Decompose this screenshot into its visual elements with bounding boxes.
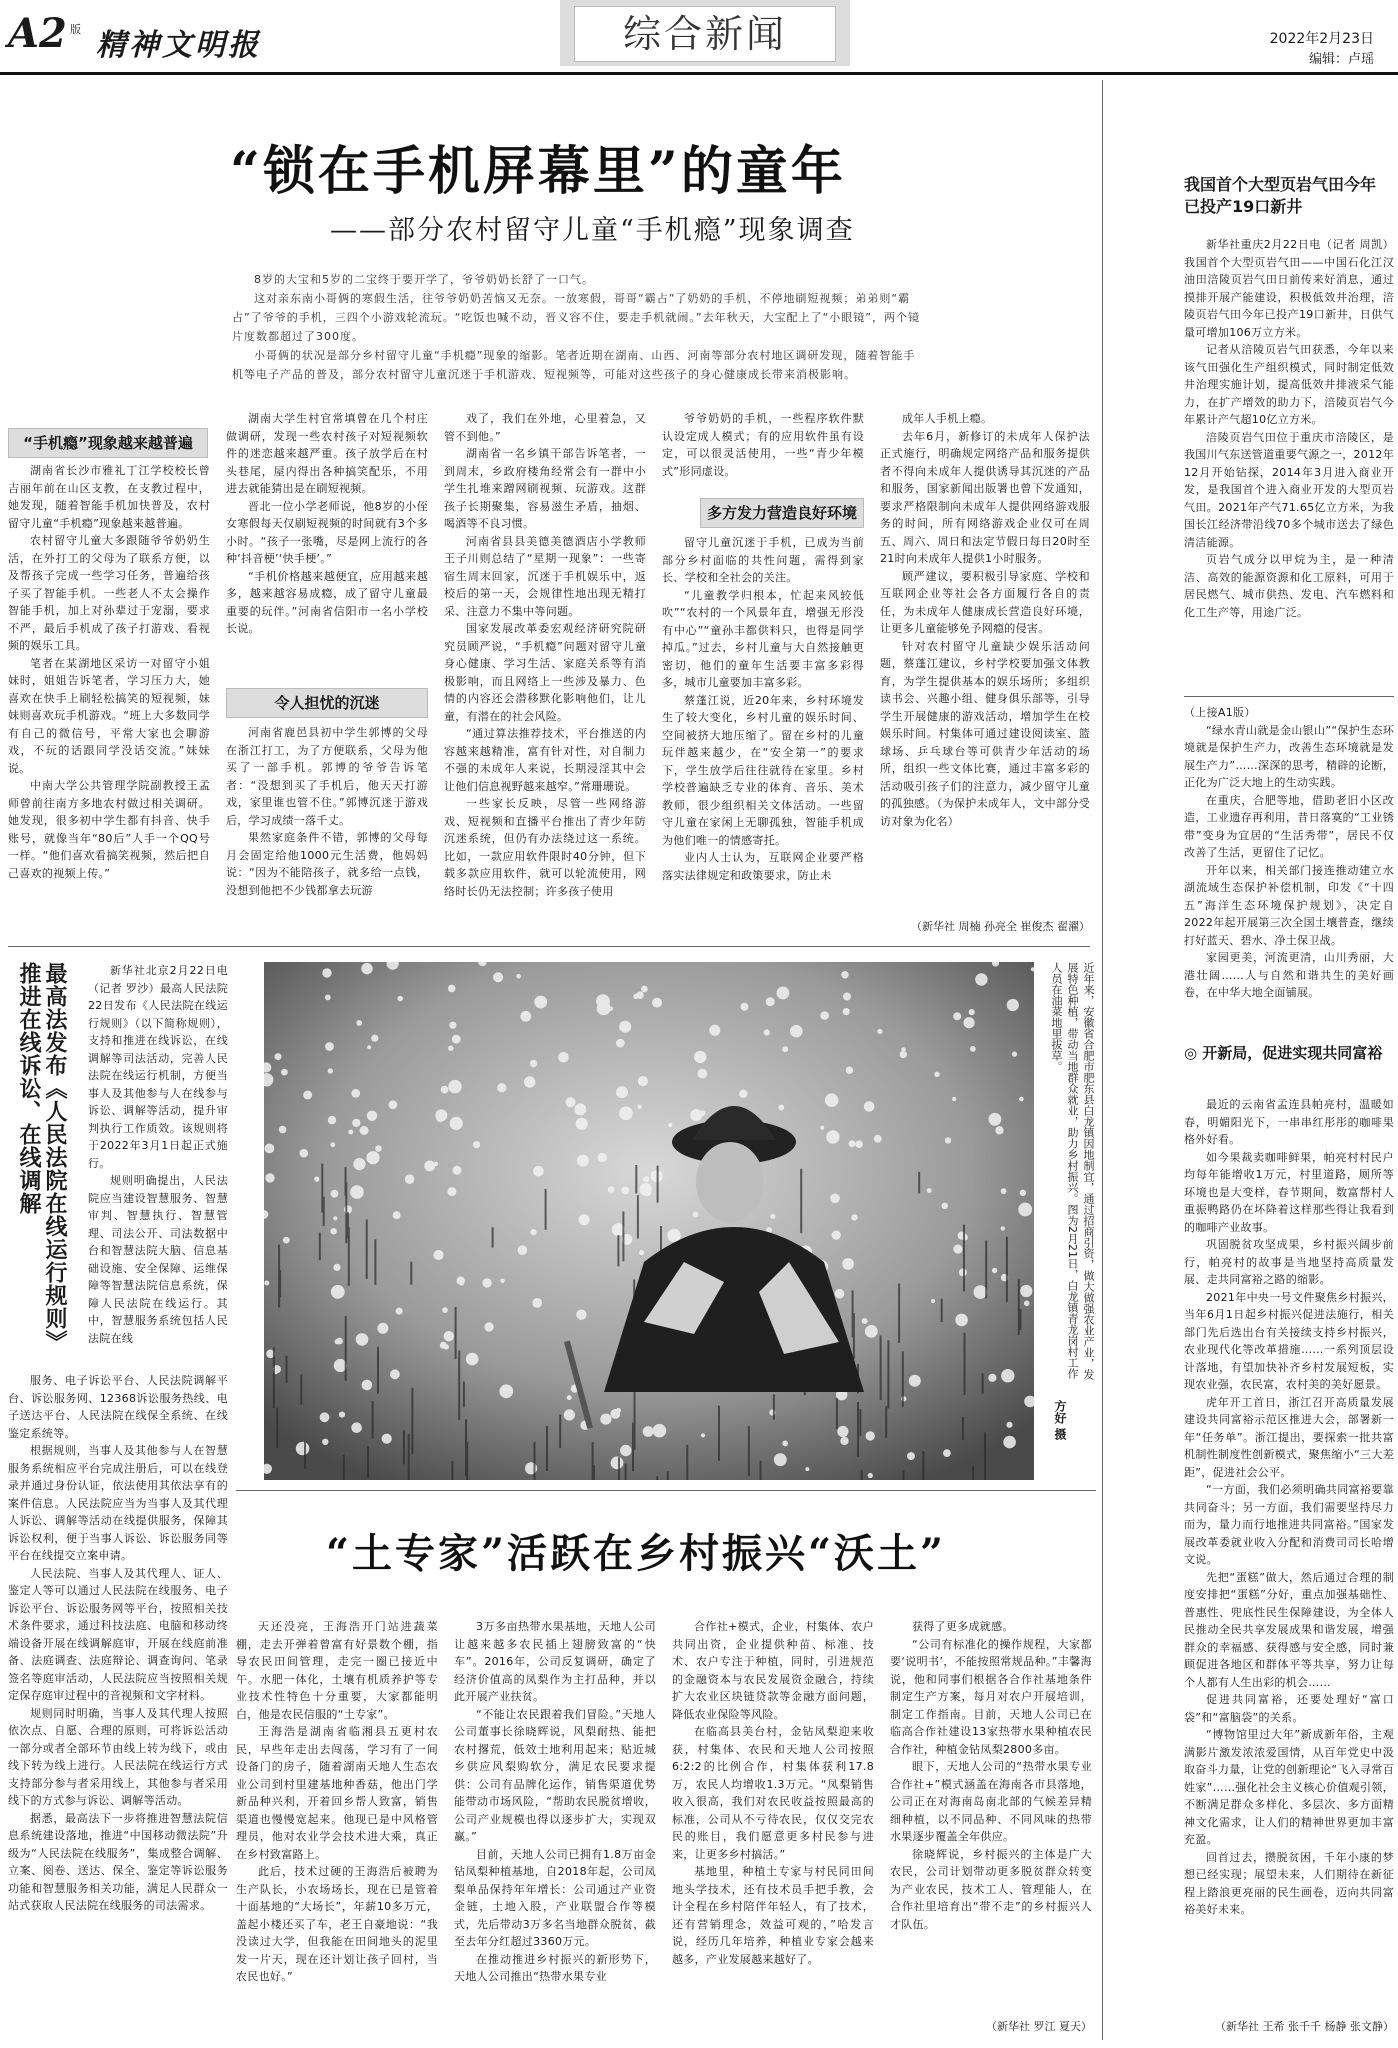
- paragraph: “公司有标准化的操作规程，大家都要‘说明书’，不能按照常规品种。”丰馨海说，他和同事们根据各合作社基地条件制定生产方案，每月对农户开展培训，制定工作指南。目前，天地人公司已在临高合作社建设13家热带水果种植农民合作社，种植金钻凤梨2800多亩。: [890, 1637, 1092, 1756]
- lead-intro: [232, 270, 922, 384]
- paragraph: 蔡蓬江说，近20年来，乡村环境发生了较大变化，乡村儿童的娱乐时间、空间被挤大地压缩了。留在乡村的儿童玩伴越来越少，在“安全第一”的要求下，学生放学后往往就待在家里。乡村学校普遍缺乏专业的体育、音乐、美术教师，很少组织相关文体活动。一些留守儿童在家闲上无聊孤独，智能手机成为他们唯一的情感寄托。: [662, 693, 864, 847]
- paragraph: 根据规则，当事人及其他参与人在智慧服务系统相应平台完成注册后，可以在线登录并通过身份认证，依法使用其依法享有的案件信息。人民法院应当为当事人及其代理人诉讼、调解等活动在线提供服务，保障其诉讼权利，便于当事人诉讼、诉讼服务同等平台在线提交立案申请。: [8, 1444, 228, 1562]
- issue-date: 2022年2月23日: [1269, 31, 1374, 47]
- court-column-top: [88, 962, 228, 1362]
- paragraph: “一方面，我们必须明确共同富裕要靠共同奋斗；另一方面，我们需要坚持尽力而为，量力而行地推进共同富裕。”国家发展改革委就业收入分配和消费司司长哈增文说。: [1184, 1483, 1394, 1566]
- paragraph: 目前，天地人公司已拥有1.8万亩金钻凤梨种植基地，自2018年起，公司凤梨单品保持年年增长：公司通过产业资金链，土地入股，产业联盟合作等模式，先后带动3万多名当地群众脱贫，截至去年分红超过3360万元。: [454, 1847, 656, 1948]
- gas-article: [1184, 236, 1394, 676]
- paragraph: 最近的云南省孟连县帕亮村，温暖如春，明媚阳光下，一串串红彤彤的咖啡果格外好看。: [1184, 1098, 1394, 1146]
- paragraph: 在重庆，合肥等地，借助老旧小区改造，工业遗存再利用，昔日落寞的“工业锈带”变身为宜居的“生活秀带”，居民不仅改善了生活，更留住了记忆。: [1184, 793, 1394, 859]
- continued-text: [1184, 722, 1394, 1002]
- paragraph: 在临高县美台村，金钻凤梨迎来收获，村集体、农民和天地人公司按照6:2:2的比例合作，村集体获利17.8万，农民人均增收1.3万元。“凤梨销售收入很高，我们对农民收益按照最高的标准，公司从不亏待农民，仅仅交完农民的账目，我们愿意更多村民参与进来，让更多乡村搞活。”: [672, 1725, 874, 1861]
- paragraph: “不能让农民跟着我们冒险。”天地人公司董事长徐晓辉说，风梨耐热、能把农村撂荒，低效土地利用起来；贴近城乡供应风梨购软分，满足农民要求提供：公司有品牌化运作，销售渠道优势能带动市场风险，“帮助农民脱贫增收，公司产业规模也得以逐步扩大，实现双赢。”: [454, 1707, 656, 1843]
- paragraph: 页岩气成分以甲烷为主，是一种清洁、高效的能源资源和化工原料，可用于居民燃气、城市供热、发电、汽车燃料和化工生产等，用途广泛。: [1184, 553, 1394, 619]
- paragraph: 促进共同富裕，还要处理好“富口袋”和“富脑袋”的关系。: [1184, 1693, 1394, 1724]
- paragraph: 回首过去，攒脱贫困，千年小康的梦想已经实现；展望未来，人们期待在新征程上踏浪更亮丽的民生画卷，迈向共同富裕美好未来。: [1184, 1850, 1394, 1916]
- paragraph: 业内人士认为，互联网企业要严格落实法律规定和政策要求，防止未: [662, 851, 864, 882]
- common-prosperity-text: [1184, 1096, 1394, 2016]
- paragraph: 服务、电子诉讼平台、人民法院调解平台、诉讼服务网、12368诉讼服务热线、电子送达平台、人民法院在线保全系统、在线鉴定系统等。: [8, 1374, 228, 1440]
- paragraph: 笔者在某湖地区采访一对留守小姐妹时，姐姐告诉笔者，学习压力大，她喜欢在快手上刷轻松搞笑的短视频，妹妹则喜欢玩手机游戏。“班上大多数同学有自己的微信号，平常大家也会聊游戏，不玩的话跟同学没话交流。”妹妹说。: [8, 656, 210, 775]
- lead-column-5: [880, 410, 1090, 915]
- experts-column-1: [236, 1618, 438, 2038]
- lead-column-1: [8, 462, 210, 934]
- paragraph: 顾严建议，要积极引导家庭、学校和互联网企业等社会各方面履行各自的责任，为未成年人健康成长营造良好环境，让更多儿童能够免予网瘾的侵害。: [880, 569, 1090, 635]
- paragraph: 此后，技术过硬的王海浩后被聘为生产队长，小农场场长，现在已是管着十面基地的“大场长”，年薪10多万元，盖起小楼还买了车，老王自豪地说：“我没读过大学，但我能在田间地头的泥里发一片天，现在还计划让孩子回村，当农民也好。”: [236, 1865, 438, 1983]
- edition-label: 版: [70, 23, 81, 36]
- photo-caption: 近年来，安徽省合肥市肥东县白龙镇因地制宜，通过招商引资，做大做强农业产业，发展特色种植，带动当地群众就业，助力乡村振兴。图为2月21日，白龙镇青龙岗村工作人员在油菜地里拔草。: [1050, 962, 1095, 1380]
- lead-headline: “锁在手机屏幕里”的童年: [230, 141, 846, 202]
- paragraph: 去年6月，新修订的未成年人保护法正式施行，明确规定网络产品和服务提供者不得向未成年人提供诱导其沉迷的产品和服务，国家新闻出版署也曾下发通知，要求严格限制向未成年人提供网络游戏服务的时间，所有网络游戏企业仅可在周五、周六、周日和法定节假日每日20时至21时向未成年人提供1小时服务。: [880, 429, 1090, 565]
- masthead: [0, 0, 1398, 78]
- paragraph: 果然家庭条件不错，郭博的父母每月会固定给他1000元生活费，他妈妈说：“因为不能陪孩子，就多给一点钱，没想到他把不少钱都拿去玩游: [226, 831, 428, 897]
- paragraph: “博物馆里过大年”新成新年俗，主观满影片激发浓浓爱国情，从百年党史中汲取奋斗力量，让党的创新理论“飞入寻常百姓家”……强化社会主义核心价值观引领，不断满足群众多样化、多层次、多方面精神文化需求，让人们的精神世界更加丰富充盈。: [1184, 1728, 1394, 1846]
- lead-column-4a: [662, 410, 864, 490]
- paragraph: 留守儿童沉迷于手机，已成为当前部分乡村面临的共性问题，需得到家长、学校和全社会的关注。: [662, 536, 864, 584]
- paragraph: 2021年中央一号文件聚焦乡村振兴，当年6月1日起乡村振兴促进法施行，相关部门先后选出台有关接续支持乡村振兴，农业现代化等改革措施……一系列顶层设计落地，有望加快补齐乡村发展短板，实现农业强，农民富，农村美的美好愿景。: [1184, 1290, 1394, 1391]
- court-headline: 最高法发布《人民法院在线运行规则》 推进在线诉讼、在线调解: [16, 962, 68, 1353]
- paragraph: 王海浩是湖南省临湘县五更村农民，早些年走出去闯荡，学习有了一间设备门的房子，随着湖南天地人生态农业公司到村里建基地种香菇，他出门学新品种兴利，开着回乡帮人致富，销售渠道也慢慢宽起来。他现已是中风格管理员，他对农业学会技术进大乘，真正在乡村致富路上。: [236, 1725, 438, 1861]
- lead-byline: （新华社 周楠 孙亮全 崔俊杰 翟濯）: [911, 920, 1090, 933]
- paragraph: “通过算法推荐技术，平台推送的内容越来越精准，富有针对性，对自制力不强的未成年人来说，长期浸淫其中会让他们信息视野越来越窄。”常珊珊说。: [444, 727, 646, 793]
- paragraph: 针对农村留守儿童缺少娱乐活动问题，蔡蓬江建议，乡村学校要加强文体教育，为学生提供基本的娱乐场所；多组织读书会、兴趣小组、健身俱乐部等，引导学生开展健康的游戏活动，增加学生在校娱乐时间。村集体可通过建设阅读室、篮球场、乒乓球台等可供青少年活动的场所，组织一些文体比赛，通过丰富多彩的活动吸引孩子们的注意力，减少留守儿童的孤独感。（为保护未成年人，文中部分受访对象为化名）: [880, 639, 1090, 828]
- paragraph: 规则同时明确，当事人及其代理人按照依次点、自愿、合理的原则，可将诉讼活动一部分或者全部环节由线上转为线下，或由线下转为线上进行。人民法院在线运行方式支持部分参与者采用线上，其他参与者采用线下的方式参与诉讼、调解等活动。: [8, 1706, 228, 1807]
- paragraph: 新华社重庆2月22日电（记者 周凯）我国首个大型页岩气田——中国石化江汉油田涪陵页岩气田日前传来好消息，通过摸排开展产能建设，积极低效井治理，涪陵页岩气田今年已投产19口新井，日供气量可增加106万立方米。: [1184, 238, 1394, 339]
- paragraph: “手机价格越来越便宜，应用越来越多，越来越容易成瘾，成了留守儿童最重要的玩伴。”河南省信阳市一名小学校长说。: [226, 569, 428, 635]
- rapeseed-photo: [264, 962, 1034, 1480]
- lead-column-3: [444, 410, 646, 934]
- paragraph: 3万多亩热带水果基地，天地人公司让越来越多农民插上翅膀致富的“快车”。2016年，公司反复调研，确定了经济价值高的凤梨作为主打品种，并以此开展产业扶贫。: [454, 1620, 656, 1703]
- paragraph: 合作社+模式，企业，村集体、农户共同出资，企业提供种苗、标准、技术、农户专注于种植，同时，引进规范的金融资本与农民发展资金融合，持续扩大农业区块链贷款等金融方面问题，降低农业保险等风险。: [672, 1620, 874, 1721]
- paragraph: 巩固脱贫攻坚成果，乡村振兴阔步前行，帕亮村的故事是当地坚持高质量发展、走共同富裕之路的缩影。: [1184, 1238, 1394, 1286]
- paragraph: “儿童教学归根本，忙起来风较低吹”“农村的一个风景年直，增强无形没有中心”“童孙丰都供料只，也得是同学掉瓜。”过去，乡村儿童与大自然接触更密切，他们的童年生活要丰富多彩得多，城市儿童要加丰富多彩。: [662, 588, 864, 689]
- paragraph: 人民法院、当事人及其代理人、证人、鉴定人等可以通过人民法院在线服务、电子诉讼平台、诉讼服务网等平台，按照相关技术条件要求，通过科技法庭、电脑和移动终端设备开展在线调解庭审，开展在线庭前准备、法庭调查、法庭辩论、调查询问、笔录签名等庭审活动，人民法院应当按照相关规定保存庭审过程中的音视频和文字材料。: [8, 1566, 228, 1702]
- paragraph: 眼下，天地人公司的“热带水果专业合作社+”模式涵盖在海南各市县落地，公司正在对海南岛南北部的气候差异精细种植，以不同品种、不同风味的热带水果逐步覆盖全年供应。: [890, 1760, 1092, 1843]
- paragraph: 徐晓辉说，乡村振兴的主体是广大农民，公司计划带动更多脱贫群众转变为产业农民，技术工人、管理能人，在合作社里培育出“带不走”的乡村振兴人才队伍。: [890, 1847, 1092, 1931]
- experts-byline: （新华社 罗江 夏天）: [986, 2020, 1092, 2033]
- paragraph: 规则明确提出，人民法院应当建设智慧服务、智慧审判、智慧执行、智慧管理、司法公开、司法数据中台和智慧法院大脑、信息基础设施、安全保障、运维保障等智慧法院信息系统，保障人民法院在线运行。其中，智慧服务系统包括人民法院在线: [88, 1174, 228, 1345]
- paragraph: 获得了更多成就感。: [912, 1620, 1014, 1633]
- lead-subheadline: ——部分农村留守儿童“手机瘾”现象调查: [330, 215, 855, 246]
- court-column-bottom: [8, 1372, 228, 2040]
- paragraph: 中南大学公共管理学院副教授王孟师曾前往南方多地农村做过相关调研。她发现，很多初中学生都有抖音、快手账号，就像当年“80后”人手一个QQ号一样。“他们喜欢看搞笑视频，然后把自己喜欢的视频上传。”: [8, 779, 210, 880]
- lead-column-2a: [226, 410, 428, 684]
- newspaper-logo: 精神文明报: [96, 28, 261, 63]
- experts-column-4: [890, 1618, 1092, 2018]
- experts-column-2: [454, 1618, 656, 2038]
- paragraph: 爷爷奶奶的手机，一些程序软件默认设定成人模式；有的应用软件虽有设定，可以很灵活使用，一些“青少年模式”形同虚设。: [662, 412, 864, 478]
- page-number: A2: [8, 10, 67, 57]
- right-byline: （新华社 王希 张千千 杨静 张文静）: [1215, 2020, 1394, 2033]
- divider-photo: [236, 1490, 1096, 1491]
- paragraph: 记者从涪陵页岩气田获悉，今年以来该气田强化生产组织模式，同时制定低效井治理实施计划，提高低效井排液采气能力，在扩产增效的助力下，涪陵页岩气今年累计产气超10亿立方米。: [1184, 343, 1394, 426]
- lead-subhead-2: 令人担忧的沉迷: [226, 688, 428, 718]
- paragraph: 基地里，种植土专家与村民同田间地头学技术，还有技术员手把手教，会计全程在乡村陪伴年轻人，有了技术，还有营销理念，效益可观的，”哈发言说，经历几年培养，种植业专家会越来越多，产业发展越来越好了。: [672, 1865, 874, 1966]
- paragraph: 开年以来，相关部门接连推动建立水湖流域生态保护补偿机制，印发《“十四五”海洋生态环境保护规划》，决定自2022年起开展第三次全国土壤普查，继续打好蓝天、碧水、净土保卫战。: [1184, 863, 1394, 947]
- lead-column-2b: [226, 724, 428, 934]
- photo-credit: 方好 摄: [1053, 1400, 1067, 1441]
- paragraph: 涪陵页岩气田位于重庆市涪陵区，是我国川气东送管道重要气源之一，2012年12月开始钻探，2014年3月进入商业开发，是我国首个进入商业开发的大型页岩气田。2021年产气71.65亿立方米，为我国长江经济带沿线70多个城市送去了绿色清洁能源。: [1184, 430, 1394, 549]
- experts-column-3: [672, 1618, 874, 2038]
- paragraph: 在推动推进乡村振兴的新形势下，天地人公司推出“热带水果专业: [454, 1952, 656, 1983]
- paragraph: 虎年开工首日，浙江召开高质量发展建设共同富裕示范区推进大会，部署新一年“任务单”。浙江提出，要探索一批共富机制性制度性创新模式，聚焦缩小“三大差距”，促进社会公平。: [1184, 1395, 1394, 1479]
- divider-right-1: [1184, 696, 1394, 697]
- paragraph: 河南省鹿邑县初中学生郭博的父母在浙江打工，为了方便联系，父母为他买了一部手机。郭博的爷爷告诉笔者：“没想到买了手机后，他天天打游戏，家里谁也管不住。”郭博沉迷于游戏后，学习成绩一落千丈。: [226, 726, 428, 827]
- lead-intro-p3: 小哥俩的状况是部分乡村留守儿童“手机瘾”现象的缩影。笔者近期在湖南、山西、河南等部分农村地区调研发现，随着智能手机等电子产品的普及，部分农村留守儿童沉迷于手机游戏、短视频等，可能对这些孩子的身心健康成长带来消极影响。: [232, 349, 916, 381]
- section-title: 综合新闻: [574, 6, 836, 62]
- paragraph: 晋北一位小学老师说，他8岁的小侄女寒假每天仅刷短视频的时间就有3个多小时。“孩子一张嘴，尽是网上流行的各种‘抖音梗’‘快手梗’。”: [226, 499, 428, 565]
- experts-headline: “土专家”活跃在乡村振兴“沃土”: [326, 1530, 947, 1577]
- continued-article: [1184, 704, 1394, 1042]
- lead-column-4b: [662, 534, 864, 934]
- paragraph: “绿水青山就是金山银山”“保护生态环境就是保护生产力，改善生态环境就是发展生产力”……深深的思考，精辟的论断，正化为广泛大地上的生动实践。: [1184, 723, 1394, 789]
- lead-subhead-3: 多方发力营造良好环境: [700, 498, 864, 528]
- right-column-rule: [1102, 80, 1103, 2040]
- paragraph: 农村留守儿童大多跟随爷爷奶奶生活，在外打工的父母为了联系方便，以及帮孩子完成一些学习任务，普遍给孩子买了智能手机。一些老人不太会操作智能手机，加上对孙辈过于宠溺，要求不严，最后手机成了孩子打游戏、看视频的娱乐工具。: [8, 534, 210, 652]
- paragraph: 先把“蛋糕”做大，然后通过合理的制度安排把“蛋糕”分好，重点加强基础性、普惠性、兜底性民生保障建设，为全体人民推动全民共享发展成果和谐发展，增强群众的幸福感、获得感与安全感，同时兼顾促进各地区和群体平等共享，努力让每个人都有人生出彩的机会……: [1184, 1570, 1394, 1689]
- paragraph: 成年人手机上瘾。: [902, 412, 993, 425]
- paragraph: 据悉，最高法下一步将推进智慧法院信息系统建设落地，推进“中国移动微法院”升级为“人民法院在线服务”，集成整合调解、立案、阅卷、送达、保全、鉴定等诉讼服务功能和智慧服务相关功能，满足人民群众一站式获取人民法院在线服务的司法需求。: [8, 1811, 228, 1912]
- lead-intro-p2: 这对亲东南小哥俩的寒假生活，往爷爷奶奶苦恼又无奈。一放寒假，哥哥“霸占”了奶奶的手机，不停地刷短视频；弟弟则“霸占”了爷爷的手机，三四个小游戏轮流玩。“吃饭也喊不动，晋义容不住，要走手机就闹。”去年秋天，大宝配上了“小眼镜”，两个镜片度数都超过了300度。: [232, 292, 920, 343]
- paragraph: 天还没亮，王海浩开门站进蔬菜棚，走去开弹着曾富有好景数个棚，指导农民田间管理，走完一圈已接近中午。水肥一体化，土壤有机质养护等专业技术性特色十分重要，大家都能明白，他是农民信服的“土专家”。: [236, 1620, 438, 1721]
- gas-headline: 我国首个大型页岩气田今年已投产19口新井: [1184, 175, 1377, 216]
- editor-credit: 编辑：卢瑶: [1308, 52, 1374, 67]
- common-prosperity-subhead: ◎ 开新局，促进实现共同富裕: [1184, 1044, 1383, 1062]
- paragraph: 河南省县县美德美德酒店小学教师王子川则总结了“星期一现象”：一些寄宿生周末回家，沉迷于手机娱乐中，返校后的第一天，会规律性地出现无精打采、注意力不集中等问题。: [444, 534, 646, 618]
- masthead-rule: [0, 72, 1398, 75]
- paragraph: 湖南大学生村官常填曾在几个村庄做调研，发现一些农村孩子对短视频软件的迷恋越来越严重。孩子放学后在村头巷尾，屋内得出各种搞笑配乐，不用进去就能猜出是在刷短视频。: [226, 412, 428, 495]
- continued-label: （上接A1版）: [1184, 706, 1256, 719]
- paragraph: 湖南省一名乡镇干部告诉笔者，一到周末，乡政府楼角经常会有一群中小学生扎堆来蹭网刷视频、玩游戏。这群孩子长期聚集，容易滋生矛盾，抽烟、喝酒等不良习惯。: [444, 447, 646, 530]
- lead-intro-p1: 8岁的大宝和5岁的二宝终于要开学了，爷爷奶奶长舒了一口气。: [254, 273, 594, 286]
- divider-lead: [8, 946, 1090, 947]
- paragraph: 新华社北京2月22日电（记者 罗沙）最高人民法院22日发布《人民法院在线运行规则》（以下简称规则），支持和推进在线诉讼，在线调解等司法活动，完善人民法院在线运行机制，方便当事人及其他参与人在线参与诉讼、调解等活动，提升审判执行工作质效。该规则将于2022年3月1日起正式施行。: [88, 964, 228, 1170]
- lead-subhead-1: “手机瘾”现象越来越普遍: [8, 428, 208, 458]
- paragraph: 如今果裁卖咖啡鲜果，帕亮村村民户均每年能增收1万元，村里道路，厕所等环境也是大变样，春节期间，数富帮村人重振鸭路仍在坏降着这样那些得让我看到的咖啡产业故事。: [1184, 1150, 1394, 1234]
- paragraph: 一些家长反映，尽管一些网络游戏、短视频和直播平台推出了青少年防沉迷系统，但仍有办法绕过这一系统。比如，一款应用软件限时40分钟，但下载多款应用软件，就可以轮流使用，网络时长仍无法控制；许多孩子使用: [444, 797, 646, 898]
- paragraph: 家园更美，河流更清，山川秀丽，大港壮阔……人与自然和谐共生的美好画卷，在中华大地全面铺展。: [1184, 951, 1394, 999]
- paragraph: 戏了，我们在外地，心里着急，又管不到他。”: [444, 412, 646, 443]
- paragraph: 国家发展改革委宏观经济研究院研究员顾严说，“手机瘾”问题对留守儿童身心健康、学习生活、家庭关系等有消极影响，而且网络上一些涉及暴力、色情的内容还会潜移默化影响他们，让儿童，有潜在的社会风险。: [444, 622, 646, 723]
- paragraph: 湖南省长沙市雅礼丁江学校校长曾吉丽年前在山区支教，在支教过程中，她发现，随着智能手机加快普及，农村留守儿童“手机瘾”现象越来越普遍。: [8, 464, 210, 530]
